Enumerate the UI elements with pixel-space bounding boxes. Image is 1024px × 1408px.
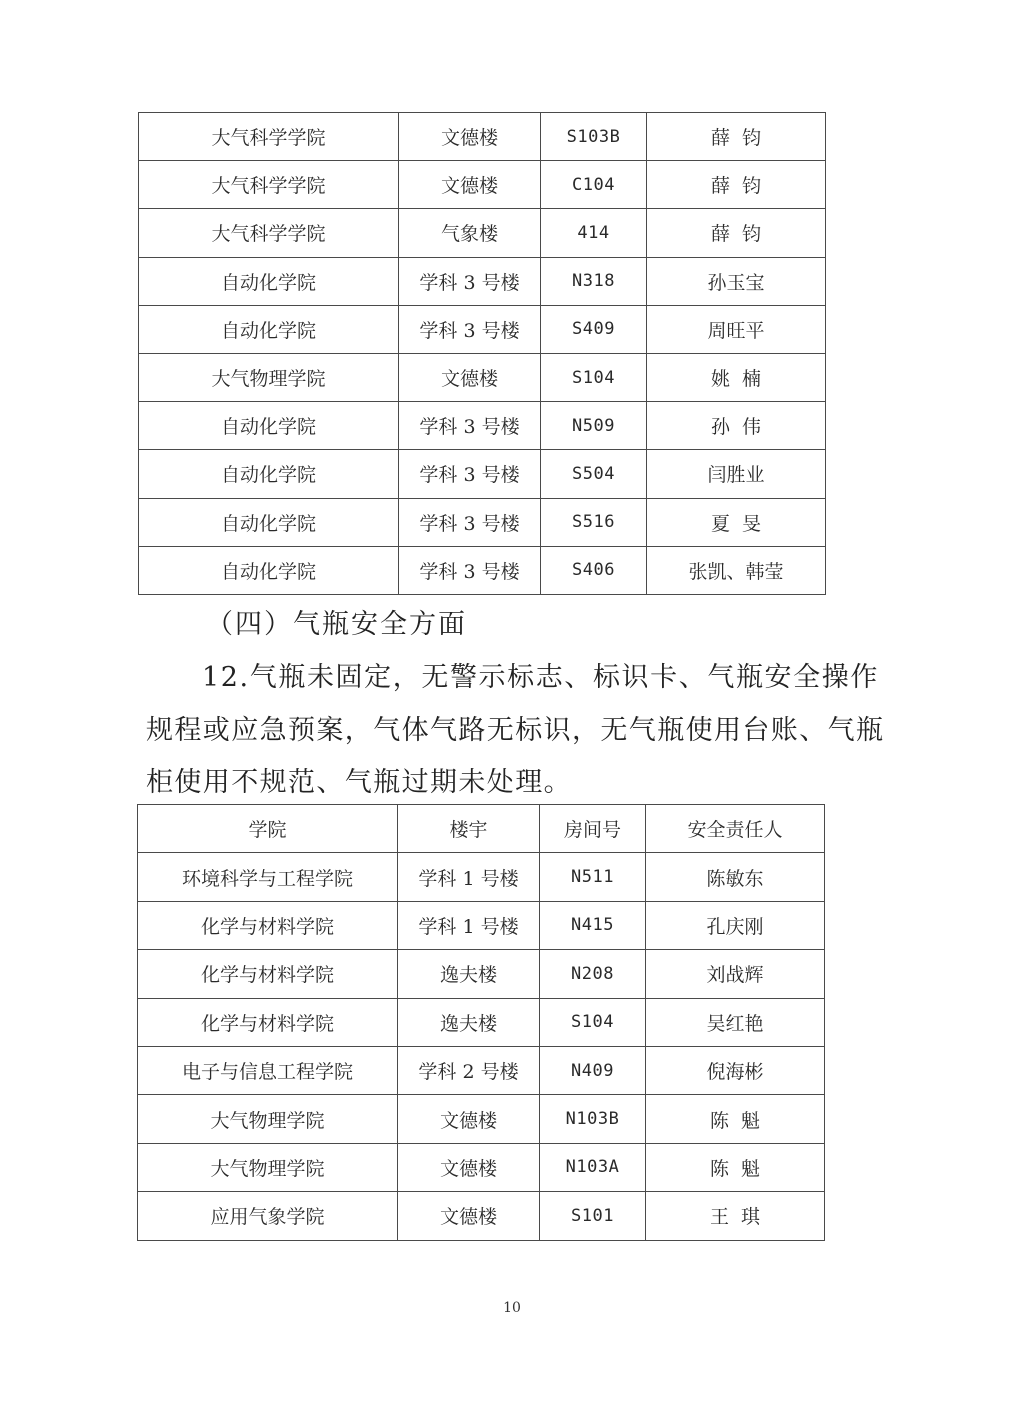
cell-college: 大气科学学院	[139, 161, 399, 209]
cell-room: S104	[541, 353, 647, 401]
cell-responsible-person: 薛 钧	[647, 209, 826, 257]
cell-responsible-person: 闫胜业	[647, 450, 826, 498]
cell-building: 学科 1 号楼	[398, 901, 540, 949]
cell-responsible-person: 薛 钧	[647, 113, 826, 161]
header-room: 房间号	[540, 805, 646, 853]
cell-responsible-person: 刘战辉	[646, 950, 825, 998]
cell-building: 文德楼	[398, 1192, 540, 1240]
cell-building: 学科 3 号楼	[399, 450, 541, 498]
cell-room: C104	[541, 161, 647, 209]
table-row	[139, 161, 826, 209]
cell-building: 学科 3 号楼	[399, 546, 541, 594]
table-body	[138, 853, 825, 1240]
cell-room: S504	[541, 450, 647, 498]
cell-building: 文德楼	[399, 353, 541, 401]
cell-building: 学科 3 号楼	[399, 498, 541, 546]
page-number: 10	[503, 1300, 521, 1316]
cell-college: 电子与信息工程学院	[138, 1046, 398, 1094]
table-row	[138, 853, 825, 901]
cell-room: N208	[540, 950, 646, 998]
cell-room: S101	[540, 1192, 646, 1240]
table-row	[139, 450, 826, 498]
cell-building: 逸夫楼	[398, 950, 540, 998]
cell-room: 414	[541, 209, 647, 257]
table-row	[139, 498, 826, 546]
cell-responsible-person: 陈 魁	[646, 1143, 825, 1191]
cell-college: 大气物理学院	[138, 1143, 398, 1191]
table-row	[138, 998, 825, 1046]
cell-responsible-person: 吴红艳	[646, 998, 825, 1046]
table-row	[139, 353, 826, 401]
table-row	[139, 402, 826, 450]
cell-building: 逸夫楼	[398, 998, 540, 1046]
cell-building: 学科 1 号楼	[398, 853, 540, 901]
table-row	[139, 113, 826, 161]
cell-college: 化学与材料学院	[138, 950, 398, 998]
cell-building: 学科 2 号楼	[398, 1046, 540, 1094]
cell-responsible-person: 孔庆刚	[646, 901, 825, 949]
cell-college: 自动化学院	[139, 402, 399, 450]
cell-responsible-person: 薛 钧	[647, 161, 826, 209]
cell-responsible-person: 张凯、韩莹	[647, 546, 826, 594]
cell-college: 自动化学院	[139, 546, 399, 594]
cell-building: 文德楼	[398, 1143, 540, 1191]
header-building: 楼宇	[398, 805, 540, 853]
cell-room: N415	[540, 901, 646, 949]
cell-room: N509	[541, 402, 647, 450]
cell-building: 学科 3 号楼	[399, 402, 541, 450]
cell-building: 学科 3 号楼	[399, 257, 541, 305]
cell-room: N511	[540, 853, 646, 901]
cell-room: S409	[541, 305, 647, 353]
cell-responsible-person: 倪海彬	[646, 1046, 825, 1094]
cell-college: 自动化学院	[139, 257, 399, 305]
cell-room: S516	[541, 498, 647, 546]
cell-room: S103B	[541, 113, 647, 161]
table-row	[138, 1095, 825, 1143]
table-row	[139, 305, 826, 353]
table-row	[139, 546, 826, 594]
header-responsible-person: 安全责任人	[646, 805, 825, 853]
header-college: 学院	[138, 805, 398, 853]
cell-responsible-person: 陈敏东	[646, 853, 825, 901]
cell-room: N318	[541, 257, 647, 305]
cell-responsible-person: 孙玉宝	[647, 257, 826, 305]
table-row	[138, 1143, 825, 1191]
table-header-row	[138, 805, 825, 853]
table-row	[138, 1192, 825, 1240]
cell-college: 大气物理学院	[139, 353, 399, 401]
cell-responsible-person: 王 琪	[646, 1192, 825, 1240]
cell-room: N103B	[540, 1095, 646, 1143]
cell-building: 文德楼	[399, 113, 541, 161]
cell-responsible-person: 周旺平	[647, 305, 826, 353]
table-row	[138, 950, 825, 998]
cell-college: 化学与材料学院	[138, 998, 398, 1046]
cell-building: 文德楼	[399, 161, 541, 209]
item-12-line-3: 柜使用不规范、气瓶过期未处理。	[146, 767, 572, 798]
cell-room: N409	[540, 1046, 646, 1094]
cell-college: 化学与材料学院	[138, 901, 398, 949]
table-row	[139, 257, 826, 305]
cell-building: 学科 3 号楼	[399, 305, 541, 353]
cell-room: S406	[541, 546, 647, 594]
item-12-line-2: 规程或应急预案，气体气路无标识，无气瓶使用台账、气瓶	[146, 715, 885, 746]
lab-table-continued	[138, 112, 826, 595]
table-row	[139, 209, 826, 257]
item-12-line-1: 12.气瓶未固定，无警示标志、标识卡、气瓶安全操作	[202, 662, 879, 693]
cell-college: 大气科学学院	[139, 209, 399, 257]
cell-college: 环境科学与工程学院	[138, 853, 398, 901]
cell-college: 自动化学院	[139, 498, 399, 546]
cell-college: 大气科学学院	[139, 113, 399, 161]
cell-building: 气象楼	[399, 209, 541, 257]
cell-responsible-person: 陈 魁	[646, 1095, 825, 1143]
cell-room: N103A	[540, 1143, 646, 1191]
cell-responsible-person: 姚 楠	[647, 353, 826, 401]
cell-college: 自动化学院	[139, 450, 399, 498]
cell-college: 应用气象学院	[138, 1192, 398, 1240]
cell-responsible-person: 夏 旻	[647, 498, 826, 546]
table-row	[138, 901, 825, 949]
cell-responsible-person: 孙 伟	[647, 402, 826, 450]
cell-building: 文德楼	[398, 1095, 540, 1143]
table-body	[139, 113, 826, 595]
table-row	[138, 1046, 825, 1094]
cell-room: S104	[540, 998, 646, 1046]
cell-college: 大气物理学院	[138, 1095, 398, 1143]
cell-college: 自动化学院	[139, 305, 399, 353]
gas-cylinder-table	[137, 804, 825, 1241]
section-heading: （四）气瓶安全方面	[206, 609, 467, 640]
